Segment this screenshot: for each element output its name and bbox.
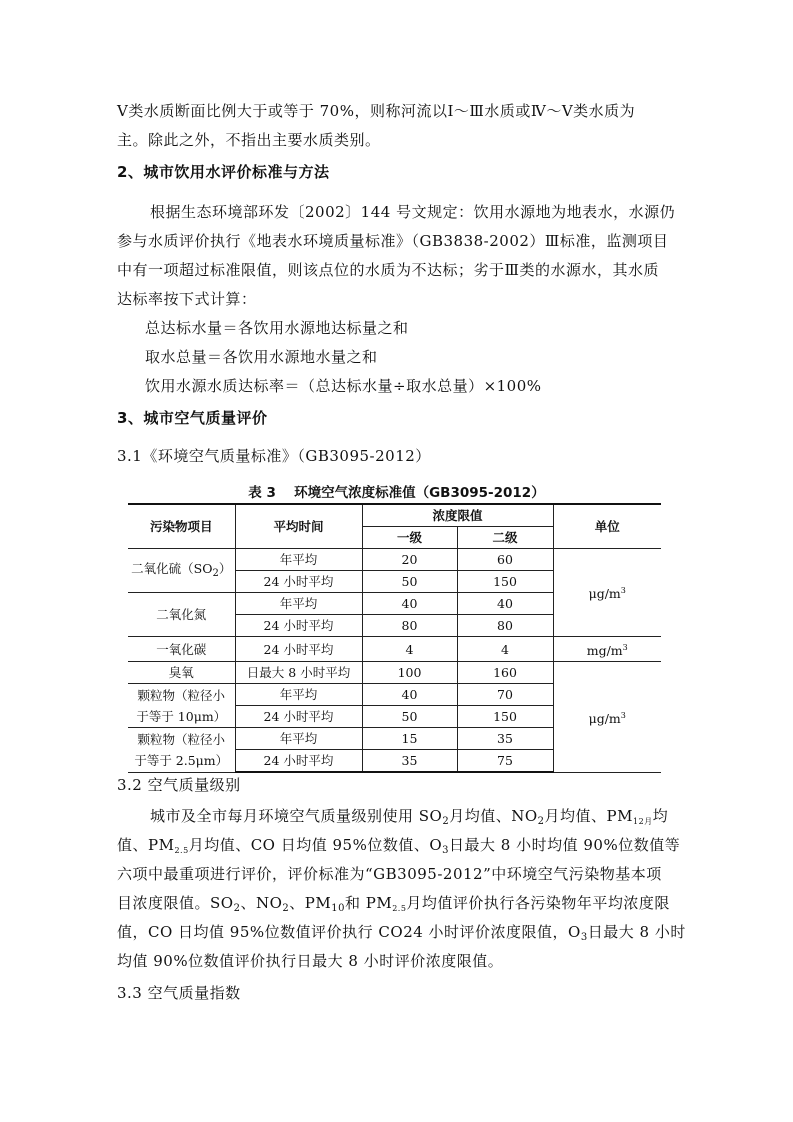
cell-grade2: 160: [457, 662, 553, 684]
paragraph-line: 达标率按下式计算：: [117, 290, 257, 308]
cell-grade2: 40: [457, 593, 553, 615]
cell-time: 24 小时平均: [235, 571, 362, 593]
paragraph-line: 值，CO 日均值 95%位数值评价执行 CO24 小时评价浓度限值，$O_3$日最大 8 小时: [117, 923, 686, 943]
table-row: [128, 549, 661, 571]
table-caption: 表 3 环境空气浓度标准值（GB3095-2012）: [248, 485, 545, 501]
cell-time: 24 小时平均: [235, 706, 362, 728]
cell-time: 24 小时平均: [235, 615, 362, 637]
cell-time: 年平均: [235, 728, 362, 750]
cell-time: 日最大 8 小时平均: [235, 662, 362, 684]
pollutant-o3: 臭氧: [128, 662, 235, 684]
paragraph-line: 目浓度限值。$SO_2$、$NO_2$、$PM_{10}$和 $PM_{2.5}$月均值评价执行各污染物年平均浓度限: [117, 894, 670, 914]
cell-time: 年平均: [235, 593, 362, 615]
paragraph-line: Ⅴ类水质断面比例大于或等于 70%，则称河流以Ⅰ～Ⅲ水质或Ⅳ～Ⅴ类水质为: [117, 102, 636, 120]
pollutant-no2: 二氧化氮: [128, 593, 235, 637]
cell-grade2: 150: [457, 571, 553, 593]
cell-time: 24 小时平均: [235, 637, 362, 662]
unit-ug: $\mu g/m^3$: [553, 662, 661, 773]
pollutant-co: 一氧化碳: [128, 637, 235, 662]
cell-time: 24 小时平均: [235, 750, 362, 773]
pollutant-pm25: 颗粒物（粒径小 于等于 2.5μm）: [128, 728, 235, 773]
formula-line: 取水总量＝各饮用水源地水量之和: [145, 348, 378, 366]
cell-grade2: 150: [457, 706, 553, 728]
table-row: [128, 637, 661, 662]
cell-grade2: 70: [457, 684, 553, 706]
cell-grade2: 80: [457, 615, 553, 637]
unit-ug: $\mu g/m^3$: [553, 549, 661, 637]
cell-time: 年平均: [235, 549, 362, 571]
table-row: [128, 662, 661, 684]
paragraph-line: 中有一项超过标准限值，则该点位的水质为不达标；劣于Ⅲ类的水源水，其水质: [117, 261, 659, 279]
header-grade1: 一级: [362, 527, 457, 549]
pollutant-pm10: 颗粒物（粒径小 于等于 10μm）: [128, 684, 235, 728]
air-quality-standard-table: [128, 503, 661, 773]
pollutant-so2: 二氧化硫$(SO_2)$: [128, 549, 235, 593]
cell-grade1: 15: [362, 728, 457, 750]
header-pollutant: 污染物项目: [128, 504, 235, 549]
header-unit: 单位: [553, 504, 661, 549]
cell-grade1: 40: [362, 593, 457, 615]
paragraph-line: 均值 90%位数值评价执行日最大 8 小时评价浓度限值。: [117, 952, 504, 970]
paragraph-line: 主。除此之外，不指出主要水质类别。: [117, 131, 381, 149]
cell-grade1: 20: [362, 549, 457, 571]
cell-grade1: 100: [362, 662, 457, 684]
paragraph-line: 六项中最重项进行评价，评价标准为“GB3095-2012”中环境空气污染物基本项: [117, 865, 662, 883]
cell-time: 年平均: [235, 684, 362, 706]
cell-grade1: 4: [362, 637, 457, 662]
header-limit: 浓度限值: [362, 504, 553, 527]
section-heading: 2、城市饮用水评价标准与方法: [117, 163, 330, 181]
cell-grade2: 60: [457, 549, 553, 571]
cell-grade1: 80: [362, 615, 457, 637]
cell-grade2: 4: [457, 637, 553, 662]
subsection-heading: 3.2 空气质量级别: [117, 776, 241, 794]
paragraph-line: 根据生态环境部环发〔2002〕144 号文规定：饮用水源地为地表水，水源仍: [150, 203, 676, 221]
formula-line: 总达标水量＝各饮用水源地达标量之和: [145, 319, 409, 337]
subsection-heading: 3.1《环境空气质量标准》（GB3095-2012）: [117, 447, 431, 465]
cell-grade1: 50: [362, 706, 457, 728]
cell-grade2: 35: [457, 728, 553, 750]
paragraph-line: 值、$PM_{2.5}$月均值、CO 日均值 95%位数值、$O_3$日最大 8 小时均值 90%位数值等: [117, 836, 681, 856]
formula-line: 饮用水源水质达标率＝（总达标水量÷取水总量）×100%: [145, 377, 542, 395]
header-avg-time: 平均时间: [235, 504, 362, 549]
subsection-heading: 3.3 空气质量指数: [117, 984, 241, 1002]
paragraph-line: 参与水质评价执行《地表水环境质量标准》（GB3838-2002）Ⅲ标准，监测项目: [117, 232, 669, 250]
section-heading: 3、城市空气质量评价: [117, 409, 268, 427]
cell-grade2: 75: [457, 750, 553, 773]
cell-grade1: 40: [362, 684, 457, 706]
header-grade2: 二级: [457, 527, 553, 549]
cell-grade1: 35: [362, 750, 457, 773]
unit-mg: $mg/m^3$: [553, 637, 661, 662]
cell-grade1: 50: [362, 571, 457, 593]
paragraph-line: 城市及全市每月环境空气质量级别使用 $SO_2$月均值、$NO_2$月均值、$PM_{12月}$均: [150, 807, 669, 827]
